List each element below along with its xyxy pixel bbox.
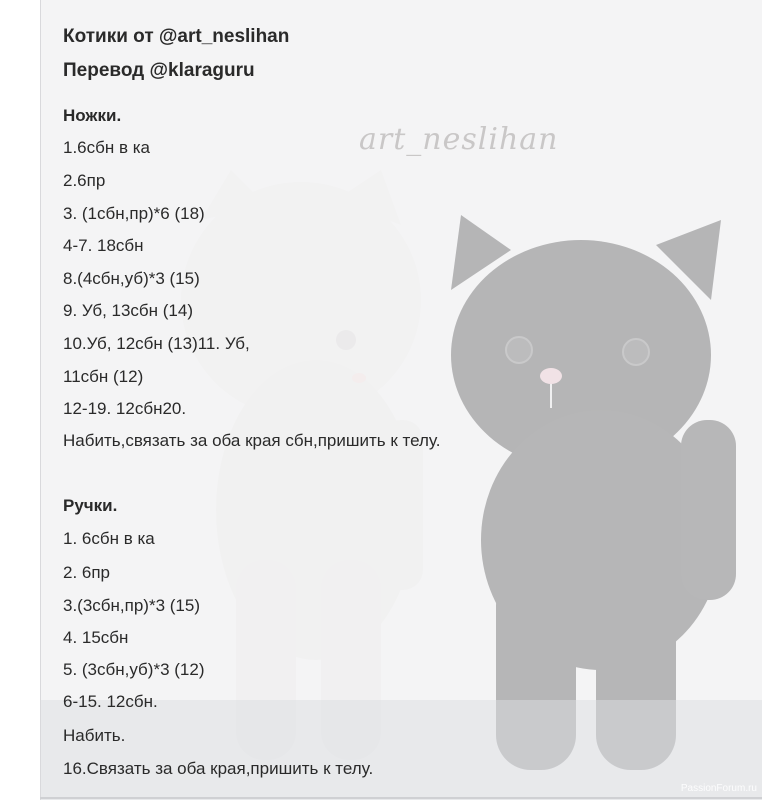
legs-step: 3. (1сбн,пр)*6 (18) xyxy=(63,204,205,223)
arms-step: 5. (3сбн,уб)*3 (12) xyxy=(63,660,205,679)
arms-step: 1. 6сбн в ка xyxy=(63,529,155,548)
legs-step: Набить,связать за оба края сбн,пришить к телу. xyxy=(63,431,441,450)
arms-heading: Ручки. xyxy=(63,496,118,515)
site-watermark: PassionForum.ru xyxy=(680,783,757,794)
arms-step: 6-15. 12сбн. xyxy=(63,692,158,711)
legs-step: 10.Уб, 12сбн (13)11. Уб, xyxy=(63,334,250,353)
legs-step: 12-19. 12сбн20. xyxy=(63,399,187,418)
arms-step: 2. 6пр xyxy=(63,563,111,582)
artist-watermark: art_neslihan xyxy=(359,122,559,157)
arms-step: 4. 15сбн xyxy=(63,628,129,647)
legs-step: 2.6пр xyxy=(63,171,106,190)
bottom-divider xyxy=(40,797,762,799)
arms-step: Набить. xyxy=(63,726,126,745)
legs-step: 1.6сбн в ка xyxy=(63,138,151,157)
legs-heading: Ножки. xyxy=(63,106,122,125)
title-line-2: Перевод @klaraguru xyxy=(63,60,255,81)
content-frame xyxy=(40,0,762,800)
arms-step: 3.(3сбн,пр)*3 (15) xyxy=(63,596,200,615)
title-line-1: Котики от @art_neslihan xyxy=(63,26,290,47)
arms-step: 16.Связать за оба края,пришить к телу. xyxy=(63,759,374,778)
legs-step: 8.(4сбн,уб)*3 (15) xyxy=(63,269,200,288)
legs-step: 4-7. 18сбн xyxy=(63,236,144,255)
legs-step: 11сбн (12) xyxy=(63,367,144,386)
legs-step: 9. Уб, 13сбн (14) xyxy=(63,301,193,320)
